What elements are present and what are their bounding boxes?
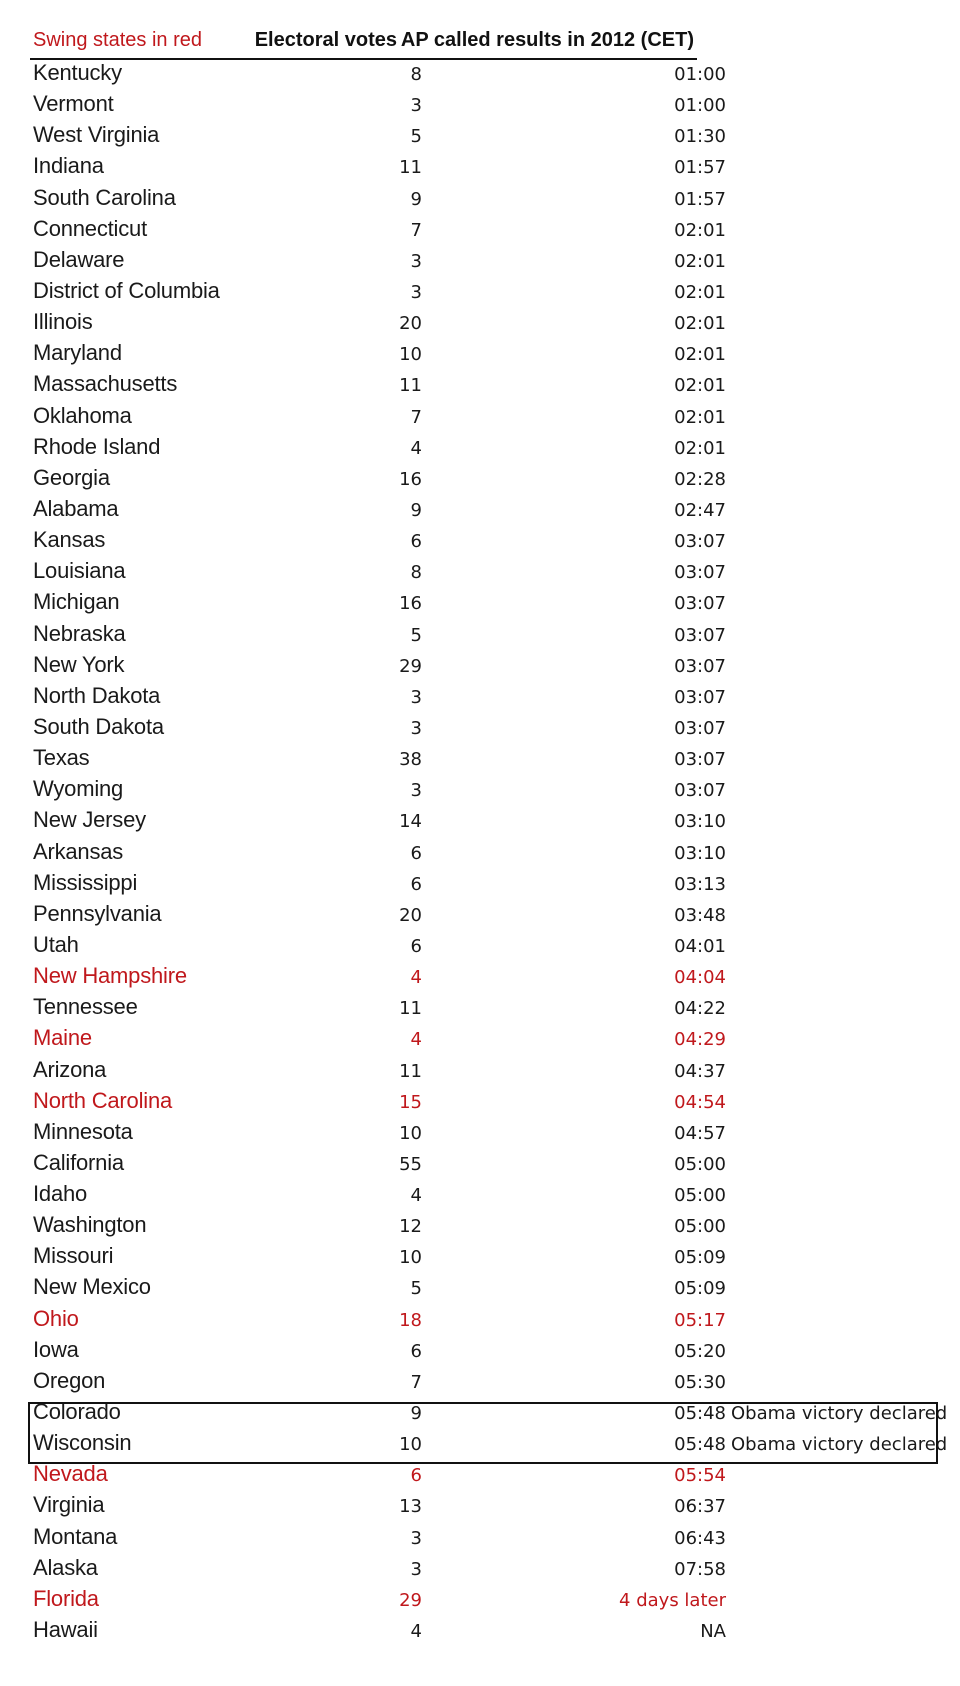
electoral-votes: 11	[399, 375, 422, 397]
called-time: NA	[700, 1621, 726, 1643]
table-row	[30, 805, 940, 836]
table-header	[30, 26, 697, 60]
state-name: New York	[33, 651, 125, 677]
table-row	[30, 868, 940, 899]
state-name: Kansas	[33, 527, 106, 553]
electoral-votes: 4	[410, 1185, 422, 1207]
electoral-votes: 6	[410, 842, 422, 864]
state-name: Oregon	[33, 1367, 106, 1393]
state-name: Montana	[33, 1523, 118, 1549]
electoral-votes: 3	[410, 95, 422, 117]
state-name: Ohio	[33, 1305, 79, 1331]
state-name: Delaware	[33, 246, 125, 272]
electoral-votes: 14	[399, 811, 422, 833]
state-name: Idaho	[33, 1181, 88, 1207]
victory-note: Obama victory declared	[731, 1403, 948, 1425]
table-row	[30, 463, 940, 494]
called-time: 02:28	[674, 468, 726, 490]
electoral-votes: 5	[410, 624, 422, 646]
state-name: Nevada	[33, 1461, 108, 1487]
called-time: 05:48	[674, 1434, 726, 1456]
electoral-votes: 11	[399, 157, 422, 179]
electoral-votes: 4	[410, 1621, 422, 1643]
state-name: Massachusetts	[33, 371, 178, 397]
called-time: 03:07	[674, 780, 726, 802]
table-row	[30, 1459, 940, 1490]
state-name: North Dakota	[33, 682, 161, 708]
called-time: 03:48	[674, 904, 726, 926]
electoral-votes: 29	[399, 655, 422, 677]
electoral-votes: 3	[410, 1527, 422, 1549]
electoral-votes: 38	[399, 749, 422, 771]
called-time: 02:01	[674, 250, 726, 272]
electoral-votes: 3	[410, 717, 422, 739]
electoral-votes: 3	[410, 1558, 422, 1580]
table-row	[30, 1210, 940, 1241]
table-row	[30, 276, 940, 307]
electoral-votes: 5	[410, 126, 422, 148]
electoral-votes: 55	[399, 1153, 422, 1175]
electoral-votes: 9	[410, 499, 422, 521]
called-time: 03:07	[674, 655, 726, 677]
table-row	[30, 743, 940, 774]
called-time: 02:01	[674, 344, 726, 366]
called-time: 4 days later	[619, 1589, 726, 1611]
called-time: 03:07	[674, 593, 726, 615]
state-name: South Dakota	[33, 713, 164, 739]
electoral-votes: 29	[399, 1589, 422, 1611]
state-name: Wisconsin	[33, 1430, 132, 1456]
called-time: 01:00	[674, 64, 726, 85]
table-row	[30, 151, 940, 182]
called-time: 06:43	[674, 1527, 726, 1549]
electoral-votes: 5	[410, 1278, 422, 1300]
table-row	[30, 1615, 940, 1646]
electoral-votes: 4	[410, 1029, 422, 1051]
called-time: 03:13	[674, 873, 726, 895]
called-time: 05:00	[674, 1216, 726, 1238]
electoral-votes: 3	[410, 250, 422, 272]
called-time: 04:37	[674, 1060, 726, 1082]
state-name: Oklahoma	[33, 402, 132, 428]
state-name: Virginia	[33, 1492, 105, 1518]
electoral-votes: 16	[399, 468, 422, 490]
called-time: 05:30	[674, 1371, 726, 1393]
state-name: Missouri	[33, 1243, 114, 1269]
table-row	[30, 338, 940, 369]
state-name: Illinois	[33, 309, 93, 335]
electoral-votes: 3	[410, 686, 422, 708]
state-name: Vermont	[33, 91, 114, 117]
state-name: South Carolina	[33, 184, 176, 210]
table-row	[30, 1366, 940, 1397]
table-row	[30, 89, 940, 120]
electoral-votes: 4	[410, 437, 422, 459]
state-name: Mississippi	[33, 869, 138, 895]
electoral-votes: 10	[399, 1247, 422, 1269]
state-name: Pennsylvania	[33, 900, 162, 926]
victory-note: Obama victory declared	[731, 1434, 948, 1456]
state-name: Alaska	[33, 1554, 98, 1580]
electoral-votes: 6	[410, 531, 422, 553]
electoral-votes: 6	[410, 873, 422, 895]
table-row	[30, 1304, 940, 1335]
state-name: District of Columbia	[33, 277, 220, 303]
called-time: 04:01	[674, 935, 726, 957]
state-name: Rhode Island	[33, 433, 161, 459]
called-time: 05:20	[674, 1340, 726, 1362]
electoral-votes: 10	[399, 1122, 422, 1144]
state-name: Indiana	[33, 153, 104, 179]
called-time: 03:07	[674, 562, 726, 584]
called-time: 05:17	[674, 1309, 726, 1331]
table-row	[30, 650, 940, 681]
called-time: 07:58	[674, 1558, 726, 1580]
electoral-votes: 18	[399, 1309, 422, 1331]
called-time: 02:01	[674, 313, 726, 335]
electoral-votes: 7	[410, 1371, 422, 1393]
electoral-votes: 16	[399, 593, 422, 615]
state-name: Texas	[33, 745, 90, 771]
electoral-votes: 13	[399, 1496, 422, 1518]
table-row	[30, 1117, 940, 1148]
table-row	[30, 1522, 940, 1553]
state-name: New Mexico	[33, 1274, 151, 1300]
table-row	[30, 712, 940, 743]
table-row	[30, 1241, 940, 1272]
called-time: 05:00	[674, 1153, 726, 1175]
called-time: 03:07	[674, 531, 726, 553]
table-row	[30, 930, 940, 961]
called-time: 01:00	[674, 95, 726, 117]
called-time: 04:57	[674, 1122, 726, 1144]
called-time: 03:07	[674, 717, 726, 739]
state-name: Michigan	[33, 589, 120, 615]
called-time: 02:01	[674, 406, 726, 428]
state-name: Connecticut	[33, 215, 147, 241]
electoral-votes: 8	[410, 64, 422, 85]
state-name: New Jersey	[33, 807, 146, 833]
called-time: 03:10	[674, 842, 726, 864]
called-time: 06:37	[674, 1496, 726, 1518]
electoral-votes: 11	[399, 1060, 422, 1082]
electoral-votes: 7	[410, 219, 422, 241]
swing-legend: Swing states in red	[33, 29, 202, 51]
called-time: 03:10	[674, 811, 726, 833]
table-row	[30, 1335, 940, 1366]
table-row	[30, 619, 940, 650]
table-row	[30, 961, 940, 992]
electoral-votes: 12	[399, 1216, 422, 1238]
state-name: California	[33, 1149, 124, 1175]
table-row	[30, 1584, 940, 1615]
electoral-votes: 20	[399, 904, 422, 926]
table-row	[30, 307, 940, 338]
table-row	[30, 369, 940, 400]
table-row	[30, 214, 940, 245]
called-time: 03:07	[674, 749, 726, 771]
table-row	[30, 1553, 940, 1584]
table-row	[30, 837, 940, 868]
table-row	[30, 494, 940, 525]
state-name: North Carolina	[33, 1087, 173, 1113]
called-time: 02:01	[674, 281, 726, 303]
called-time: 02:01	[674, 375, 726, 397]
electoral-votes: 3	[410, 780, 422, 802]
called-time: 05:48	[674, 1403, 726, 1425]
table-row	[30, 245, 940, 276]
table-row	[30, 401, 940, 432]
table-row	[30, 681, 940, 712]
state-name: West Virginia	[33, 122, 160, 148]
called-time: 05:00	[674, 1185, 726, 1207]
electoral-votes: 3	[410, 281, 422, 303]
called-time: 05:09	[674, 1278, 726, 1300]
electoral-votes: 20	[399, 313, 422, 335]
table-row	[30, 432, 940, 463]
called-time: 02:47	[674, 499, 726, 521]
state-name: New Hampshire	[33, 963, 187, 989]
electoral-votes: 10	[399, 1434, 422, 1456]
electoral-votes: 8	[410, 562, 422, 584]
table-row	[30, 899, 940, 930]
electoral-votes: 10	[399, 344, 422, 366]
table-row	[30, 183, 940, 214]
electoral-votes: 11	[399, 998, 422, 1020]
state-name: Georgia	[33, 464, 110, 490]
called-time: 04:22	[674, 998, 726, 1020]
called-time: 05:09	[674, 1247, 726, 1269]
called-time: 04:54	[674, 1091, 726, 1113]
called-time: 02:01	[674, 437, 726, 459]
state-name: Minnesota	[33, 1118, 133, 1144]
electoral-votes: 9	[410, 188, 422, 210]
table-row	[30, 1086, 940, 1117]
table-row	[30, 1179, 940, 1210]
table-row	[30, 1148, 940, 1179]
electoral-votes: 4	[410, 967, 422, 989]
table-row	[30, 120, 940, 151]
table-row	[30, 1055, 940, 1086]
state-name: Maryland	[33, 340, 122, 366]
state-name: Arizona	[33, 1056, 107, 1082]
state-name: Iowa	[33, 1336, 79, 1362]
state-name: Wyoming	[33, 776, 124, 802]
state-name: Utah	[33, 931, 79, 957]
state-name: Tennessee	[33, 994, 138, 1020]
table-row	[30, 1023, 940, 1054]
state-name: Nebraska	[33, 620, 126, 646]
state-name: Louisiana	[33, 558, 126, 584]
called-time: 03:07	[674, 686, 726, 708]
electoral-votes-header: Electoral votes	[254, 29, 397, 51]
electoral-votes: 7	[410, 406, 422, 428]
table-row	[30, 1272, 940, 1303]
table-row	[30, 1428, 948, 1459]
electoral-votes: 6	[410, 935, 422, 957]
table-row	[30, 525, 940, 556]
state-name: Kentucky	[33, 60, 122, 85]
called-time: 04:29	[674, 1029, 726, 1051]
called-time: 01:30	[674, 126, 726, 148]
state-name: Florida	[33, 1585, 99, 1611]
called-time: 01:57	[674, 157, 726, 179]
called-time: 01:57	[674, 188, 726, 210]
table-row	[30, 587, 940, 618]
called-time: 05:54	[674, 1465, 726, 1487]
called-time: 03:07	[674, 624, 726, 646]
state-name: Arkansas	[33, 838, 124, 864]
electoral-votes: 6	[410, 1465, 422, 1487]
electoral-votes: 9	[410, 1403, 422, 1425]
table-row	[30, 1397, 948, 1428]
state-name: Colorado	[33, 1399, 121, 1425]
called-time-header: AP called results in 2012 (CET)	[400, 29, 694, 51]
state-name: Hawaii	[33, 1617, 98, 1643]
electoral-votes: 6	[410, 1340, 422, 1362]
called-time: 04:04	[674, 967, 726, 989]
table-row	[30, 58, 940, 89]
table-row	[30, 992, 940, 1023]
state-rows	[30, 58, 948, 1646]
state-name: Washington	[33, 1212, 147, 1238]
table-row	[30, 1490, 940, 1521]
called-time: 02:01	[674, 219, 726, 241]
table-row	[30, 774, 940, 805]
state-name: Alabama	[33, 495, 119, 521]
table-row	[30, 556, 940, 587]
state-name: Maine	[33, 1025, 92, 1051]
electoral-votes: 15	[399, 1091, 422, 1113]
